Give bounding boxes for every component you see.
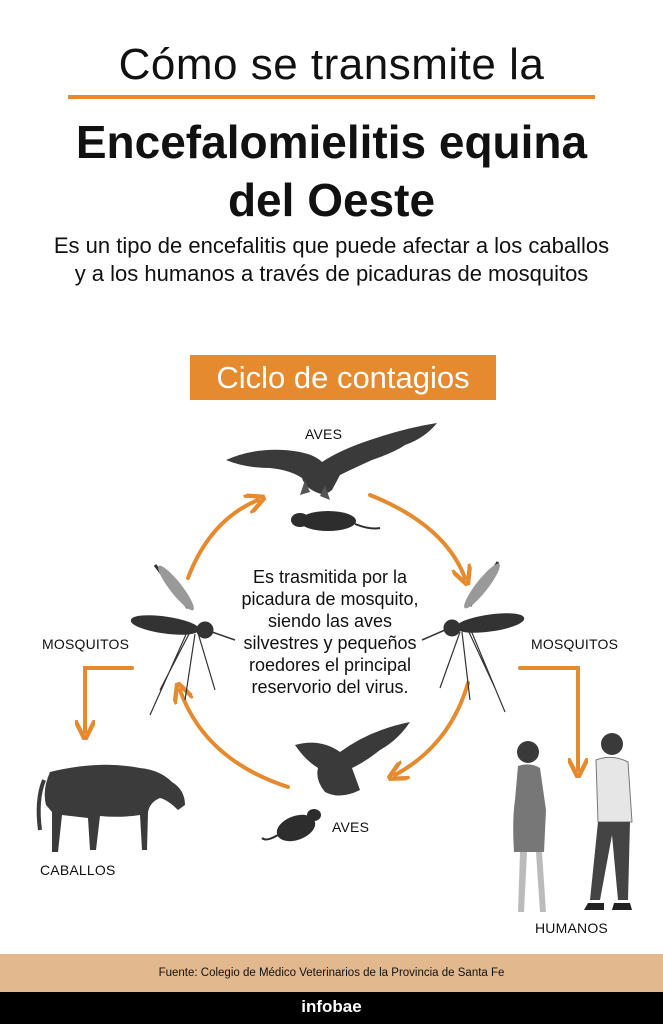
label-mosquitos-right: MOSQUITOS [531,636,619,652]
label-mosquitos-left: MOSQUITOS [42,636,130,652]
main-title-line-1: Encefalomielitis equina [75,116,588,168]
arrow-mosquito-to-horses [85,668,132,732]
label-aves-bottom: AVES [332,819,370,835]
rodent-top-icon [291,511,380,531]
label-humanos: HUMANOS [535,920,608,936]
label-aves-top: AVES [305,426,343,442]
arrow-bottom-birds-to-left-mosquito [180,690,288,787]
pre-title: Cómo se transmite la [118,40,545,89]
rodent-bottom-icon [262,809,321,846]
source-note: Fuente: Colegio de Médico Veterinarios de la Provincia de Santa Fe [158,967,505,979]
cycle-description: Es trasmitida por la picadura de mosquito, siendo las aves silvestres y pequeños roedores el principal reservorio del virus. [241,567,419,697]
label-caballos: CABALLOS [40,862,116,878]
humans-icon [513,733,632,912]
cycle-badge: Ciclo de contagios [190,355,496,400]
eagle-bottom-icon [295,722,410,796]
mosquito-right-icon [422,560,525,712]
subtitle: Es un tipo de encefalitis que puede afectar a los caballos y a los humanos a través de picaduras de mosquitos [53,233,610,286]
main-title-line-2: del Oeste [227,174,436,226]
brand-logo: infobae [301,997,362,1016]
horse-icon [39,765,185,852]
